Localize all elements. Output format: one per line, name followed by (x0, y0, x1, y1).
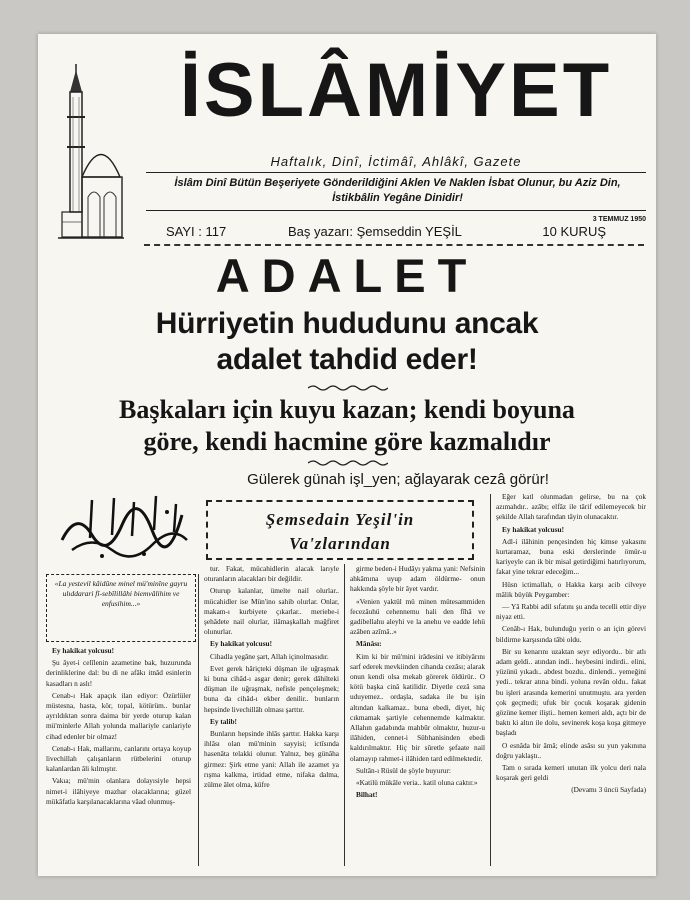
paragraph: Kim ki bir mü'mini irâdesini ve itibiyârını sarf ederek mevkiinden cihanda cezâsı; alarak onun kendi olsa mekab görerek öldürür.. O kötü başka cinâ katilidir. Diyetle cezâ sına uduyemez.. ordaşla, sadaka ile bu işin altından kalkamaz.. buna ebedi, diyet, hiç cıkmamak şartiyle cehennemde kalmaktır. Allahın gadabında mahbûr olmaktır, huzur-u ilâhiden, cennet-i Sübhanisinden ebedi kaldırılmaktır. Hiç bir sûretle şefaate nail olamayıp rahmet-i ilâhiden tard edilmektedir. (350, 651, 485, 763)
deck-line-1: Hürriyetin hududunu ancak (155, 307, 539, 340)
paragraph: «Venien yaktül mü minen mütesammiden fecezâuhü cehennemu hali den fîhâ ve gadibellahu aleyhi ve la anehu ve eadde lehü azâben azîmâ..» (350, 596, 485, 637)
subheadline-line-1: Başkaları için kuyu kazan; kendi boyuna (119, 395, 575, 424)
dashed-divider (144, 244, 644, 246)
paragraph: Bilhat! (356, 790, 378, 800)
article-column-3 (350, 564, 485, 802)
subheadline-line-2: göre, kendi hacmine göre kazmalıdır (143, 427, 551, 456)
divider (146, 172, 646, 173)
paragraph: girme beden-i Hudâyı yakma yani: Nefsinin ahkâmına uyup adam öldürme- onun hakkında şöyle bir âyet vardır. (350, 564, 485, 594)
paragraph: Bunların hepsinde ihlâs şarttır. Hakka karşı ihlâsı olan mü'minin sayyisi; ictîsında hasenâta telakki olunur. Yalnız, beş günâha girmez: Şirk etme yani: Allah ile azamet ya rışma kalkma, irtidad etme, nifaka dalma, zülme âlet olma, küfre (204, 729, 339, 790)
basmala-calligraphy-illustration (52, 490, 202, 562)
paragraph: Evet gerek hâriçteki düşman ile uğraşmak ki buna cihâd-ı asgar denir; gerek dâhilteki düşman ile uğraşmak, nefisle pençeleşmek; buna da cihâd-ı ekber denilir.. bunların hepsinde livechillâh olması şarttır. (204, 663, 339, 714)
paragraph: «Katilü mükâle veria.. katil oluna caktır.» (356, 778, 478, 788)
column-divider (490, 494, 491, 866)
column-divider (344, 564, 345, 866)
issue-date: 3 TEMMUZ 1950 (592, 216, 646, 223)
article-column-4 (496, 492, 646, 798)
continued-note: (Devamı 3 üncü Sayfada) (571, 785, 646, 795)
column-header-box (206, 500, 474, 560)
wave-ornament (308, 384, 388, 392)
paragraph: Ey hakikat yolcusu! (502, 524, 565, 534)
paragraph: tur. Fakat, mücahidlerin alacak larıyle oturanların alacakları bir değildir. (204, 564, 339, 584)
paragraph: Cenâb-ı Hak, bulunduğu yerin o an için görevi bildirme karşısında tâbi oldu. (496, 624, 646, 644)
paragraph: Ey hakikat yolcusu! (210, 639, 273, 649)
paragraph: Adl-i ilâhinin pençesinden hiç kimse yakasını kurtaramaz, buna eski derslerinde ömür-u kariyeyle can ik bir misal getirdiğimi hatırlıyorum, fakat yine tekrar edeceğim... (496, 536, 646, 577)
column-header-line-1: Şemsedain Yeşil'in (265, 510, 415, 529)
divider (146, 210, 646, 211)
tagline: Gülerek günah işl_yen; ağlayarak cezâ görür! (247, 471, 549, 488)
newspaper-page (38, 34, 656, 876)
masthead-motto: İslâm Dinî Bütün Beşeriyete Gönderildiğini Aklen Ve Naklen İsbat Olunur, bu Aziz Din, İstikbâlin Yegâne Dinidir! (174, 177, 621, 204)
subheadline (48, 394, 646, 458)
paragraph: O esnâda bir âmâ; elinde asâsı su yun yakınına doğru yaklaştı.. (496, 740, 646, 760)
paragraph: Oturup kalanlar, ümelte nail olurlar.. mücahidler ise Mün'ino sahib olurlar. Onlar, makam-ı kurbiyete çıkarlar.. meriebe-i şehâdete nail olurlar, ilâmaşkallah mağfiret olunurlar. (204, 586, 339, 637)
masthead-subtitle: Haftalık, Dinî, İctimâî, Ahlâkî, Gazete (270, 154, 522, 169)
paragraph: Şu âyet-i celîlenin azametine bak, huzurunda derinliklerine dal: bu di ne afâkı itnâd esinlerin kasadları n aslı! (46, 658, 191, 688)
paragraph: Bir su kenarını uzaktan seyr ediyordu.. bir atlı adam geldi.. atından indi.. heybesini indirdi.. elini, yüzünü yıkadı.. abdest bozdu.. dinlendi.. yemeğini yedi.. tekrar atına bindi. yoluna revân oldu.. fakat bu işleri arasında kemerini unutmuştu. ara yerden çok geçmedi; ufuk bir çocuk koşarak gidenin gözüne kemer ilişti.. hemen kemeri aldı, açtı bir de baktı ki altın ile dolu, sevinerek koşa koşa gitmeye başladı (496, 646, 646, 738)
paragraph: Cenab-ı Hak, mallarını, canlarını ortaya koyup livechillah çalışanların rütbelerini oturup kalanlardan âli kılmıştır. (46, 743, 191, 774)
paragraph: — Yâ Rabbi adil sıfatını şu anda tecelli ettir diye niyaz etti. (496, 602, 646, 622)
paragraph: Tam o sırada kemeri unutan ilk yolcu deri nala koşarak geri geldi (496, 763, 646, 783)
paragraph: Hüsn ictimallah, o Hakka karşı acib cilveye mâlik büyük Peygamber: (496, 579, 646, 599)
column-divider (198, 574, 199, 866)
paragraph: Ey talib! (210, 716, 237, 726)
column-header-line-2: Va'zlarından (289, 534, 391, 553)
paragraph: Ey hakikat yolcusu! (52, 646, 115, 655)
boxed-quote: «La yestevil kâidûne minel mü'minîne gayru ulıddarari fî-sebîlillâhi biemvâlihim ve enfusihim...» (46, 574, 196, 642)
wave-ornament (308, 459, 388, 467)
paragraph: Cihadla yegâne şart, Allah içinolmasıdır. (210, 651, 329, 661)
paragraph: Sultân-ı Rüsül de şöyle buyurur: (356, 765, 451, 775)
paragraph: Vakıa; mü'min olanlara dolayısiyle hepsi nimet-i ilâhiyeye mazhar olacaklarına; güzel mükâfatla karşılanacaklarına vâad olunmuş- (46, 776, 191, 806)
paragraph: Cenab-ı Hak apaçık ilan ediyor: Özürlüler müstesna, hasta, kör, topal, kötürüm.. bunlar ayrıldıktan sonra daima bir yerde oturup kalan mü'minlerle Allah yolunda mallariyle canlariyle cihad edenler bir olmaz! (46, 690, 191, 741)
issue-number: SAYI : 117 (166, 224, 227, 239)
paragraph: Eğer katl olunmadan gelirse, bu na çok azımahdır.. azâbı; elfâz ile târif edilemeyecek bir şekilde Allah tarafından tâyin olunacaktır. (496, 492, 646, 522)
mosque-minaret-illustration (56, 62, 126, 242)
paragraph: Mânâsı: (356, 639, 382, 649)
headline: ADALET (215, 249, 479, 302)
issue-price: 10 KURUŞ (542, 224, 606, 239)
masthead-title: İSLÂMİYET (179, 48, 613, 133)
deck-headline (48, 306, 646, 378)
deck-line-2: adalet tahdid eder! (216, 343, 478, 376)
article-column-2 (204, 564, 339, 792)
chief-editor: Baş yazarı: Şemseddin YEŞİL (288, 224, 462, 239)
article-column-1 (46, 646, 191, 809)
